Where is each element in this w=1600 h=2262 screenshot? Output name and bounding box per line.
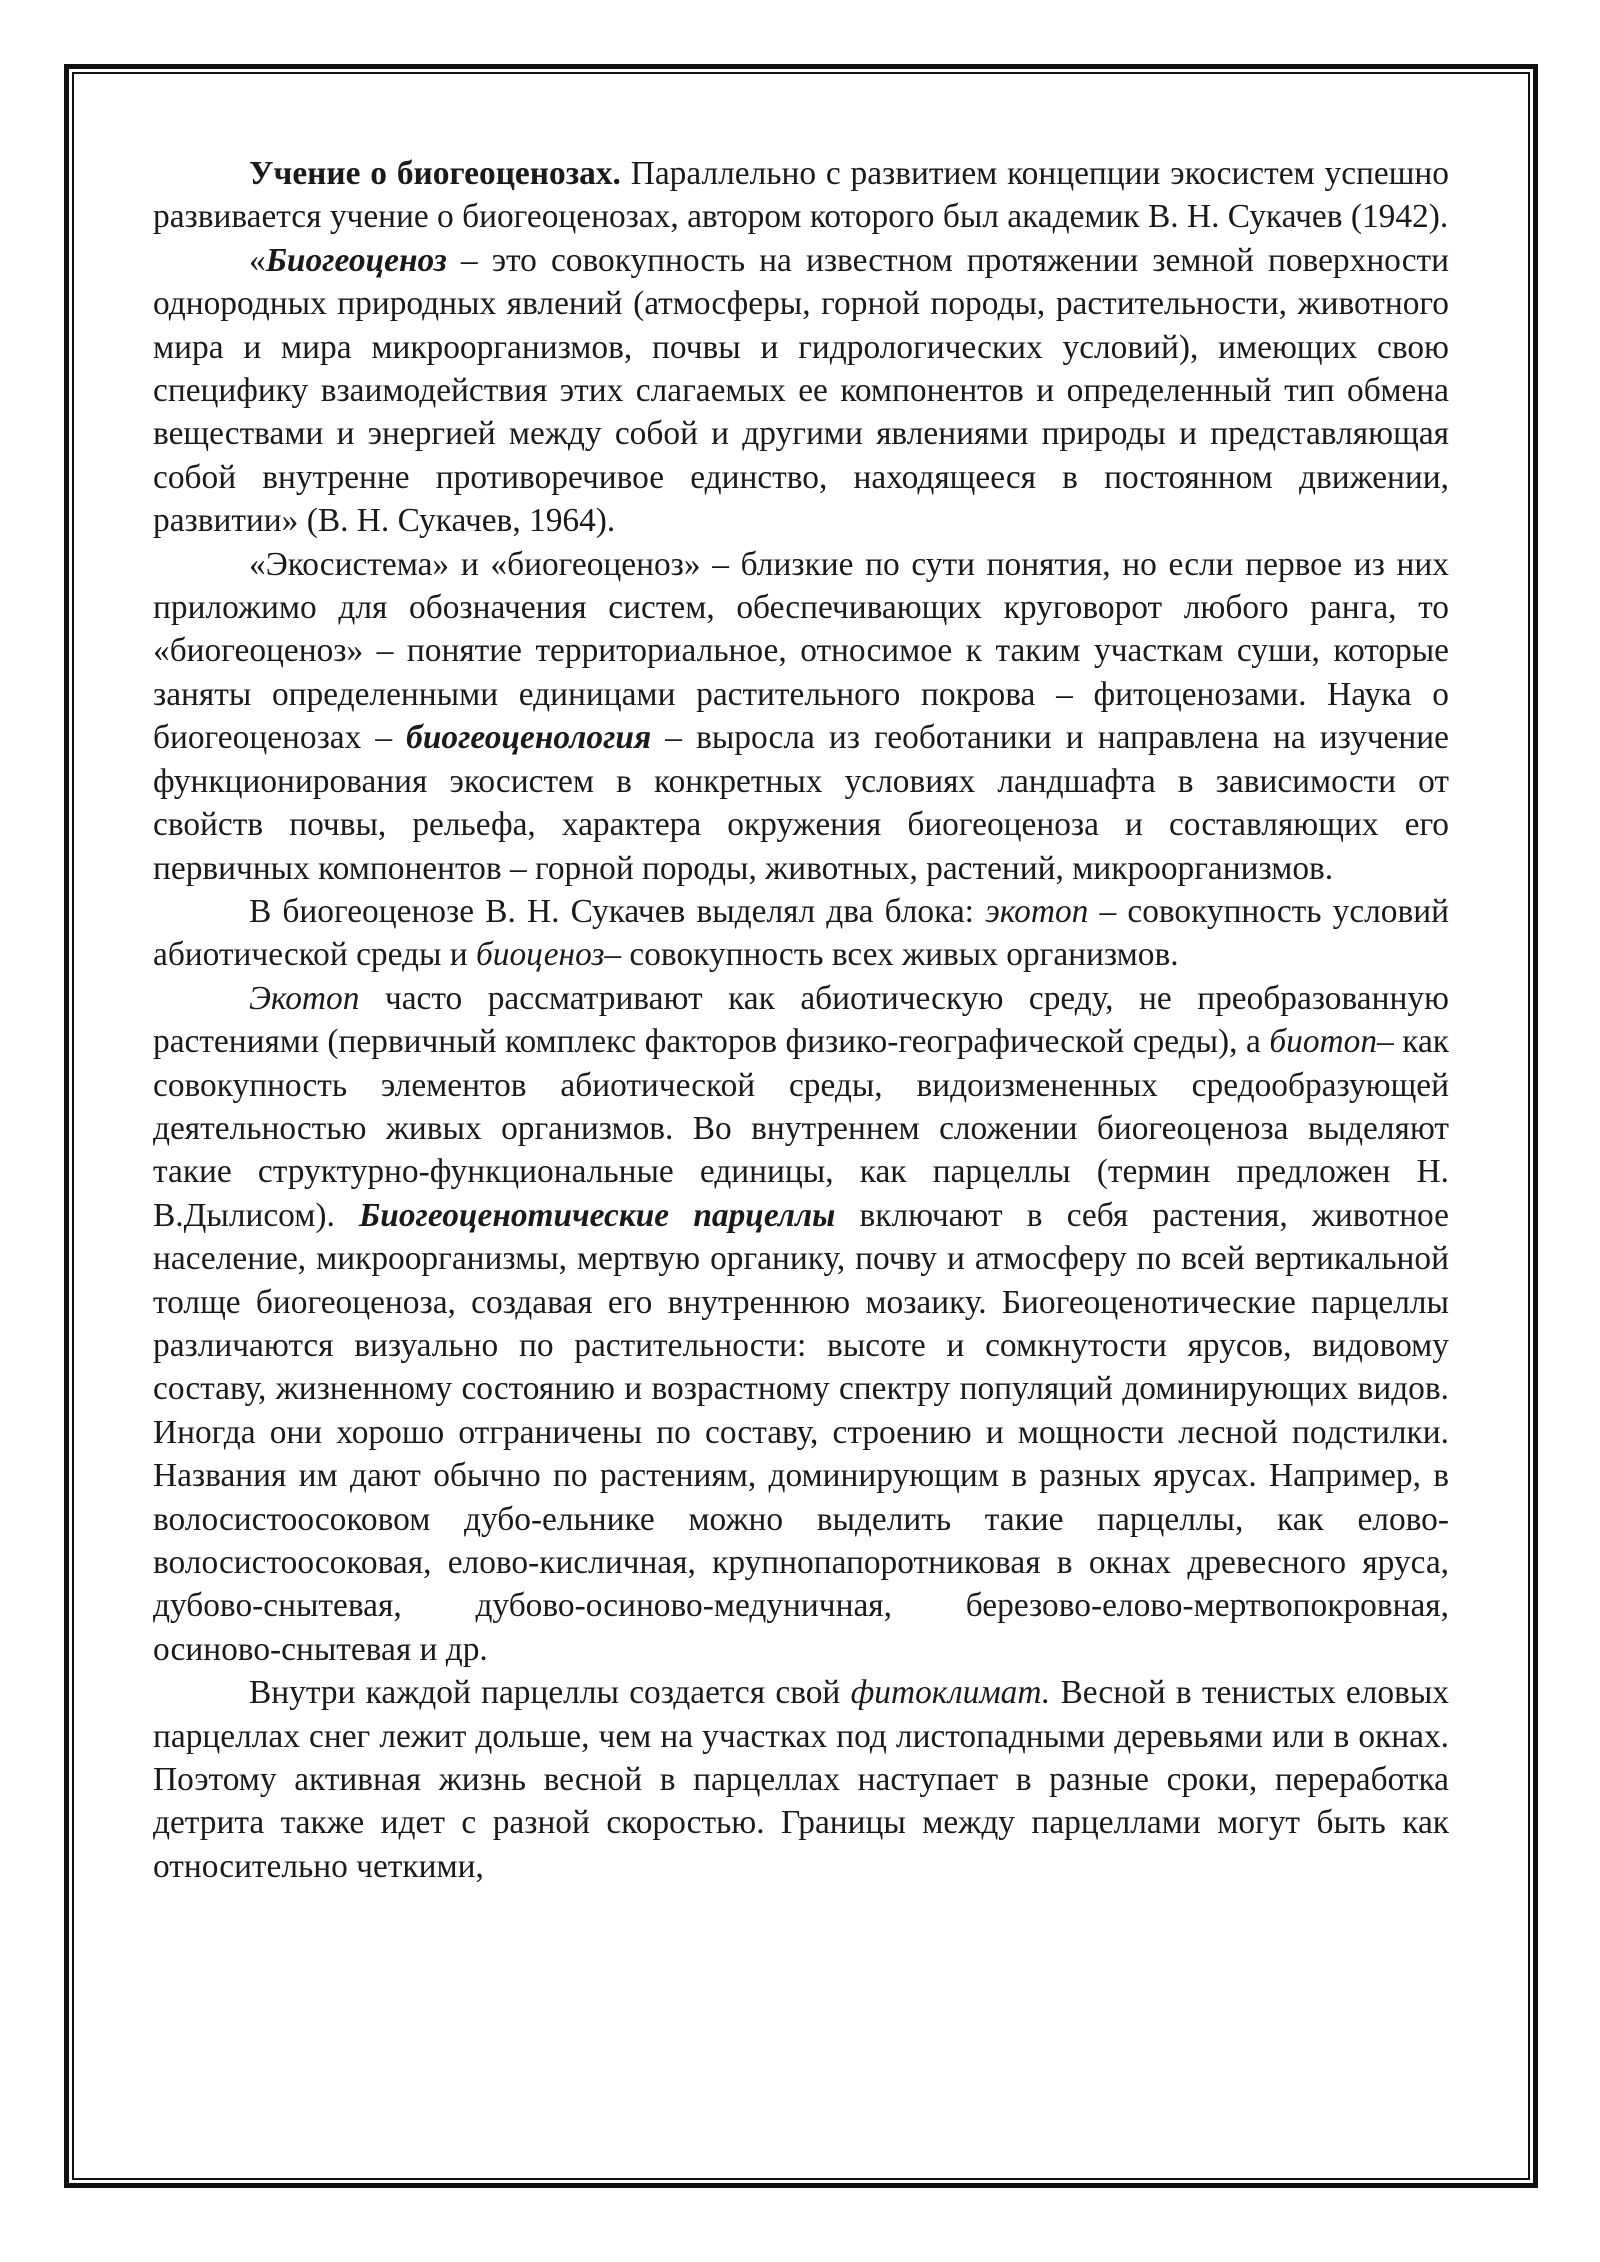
section-heading: Учение о биогеоценозах. bbox=[249, 155, 621, 192]
paragraph-4 bbox=[153, 890, 1449, 977]
text-run: – это совокупность на известном протяжении земной поверхности однородных природных явлений (атмосферы, горной породы, растительности, животного мира и мира микроорганизмов, почвы и гидрологических условий), имеющих свою специфику взаимодействия этих слагаемых ее компонентов и определенный тип обмена веществами и энергией между собой и другими явлениями природы и представляющая собой внутренне противоречивое единство, находящееся в постоянном движении, развитии» (В. Н. Сукачев, 1964). bbox=[153, 241, 1449, 540]
text-run: «Экосистема» и «биогеоценоз» – близкие по сути понятия, но если первое из них приложимо для обозначения систем, обеспечивающих круговорот любого ранга, то «биогеоценоз» – понятие территориальное, относимое к таким участкам суши, которые заняты определенными единицами растительного покрова – фитоценозами. Наука о биогеоценозах – bbox=[153, 545, 1449, 757]
term-biogeocenosis: Биогеоценоз bbox=[265, 241, 447, 279]
term-ecotope: экотоп bbox=[985, 892, 1089, 930]
text-run: – выросла из геоботаники и направлена на изучение функционирования экосистем в конкретных условиях ландшафта в зависимости от свойств почвы, рельефа, характера окружения биогеоценоза и составляющих его первичных компонентов – горной породы, животных, растений, микроорганизмов. bbox=[153, 719, 1449, 887]
text-run: Внутри каждой парцеллы создается свой bbox=[249, 1674, 851, 1712]
text-run: Параллельно с развитием концепции экосистем успешно развивается учение о биогеоценозах, автором которого был академик В. Н. Сукачев (1942). bbox=[153, 155, 1449, 236]
document-body bbox=[153, 152, 1449, 1888]
paragraph-1 bbox=[153, 152, 1449, 239]
term-phytoclimate: фитоклимат. bbox=[850, 1674, 1051, 1712]
text-run: включают в себя растения, животное население, микроорганизмы, мертвую органику, почву и атмосферу по всей вертикальной толще биогеоценоза, создавая его внутреннюю мозаику. Биогеоценотические парцеллы различаются визуально по растительности: высоте и сомкнутости ярусов, видовому составу, жизненному состоянию и возрастному спектру популяций доминирующих видов. Иногда они хорошо отграничены по составу, строению и мощности лесной подстилки. Названия им дают обычно по растениям, доминирующим в разных ярусах. Например, в волосистоосоковом дубо-ельнике можно выделить такие парцеллы, как елово-волосистоосоковая, елово-кисличная, крупнопапоротниковая в окнах древесного яруса, дубово-снытевая, дубово-осиново-медуничная, березово-елово-мертвопокровная, осиново-снытевая и др. bbox=[153, 1196, 1449, 1668]
term-biocenosis: биоценоз bbox=[475, 936, 605, 974]
text-run: – совокупность всех живых организмов. bbox=[604, 936, 1179, 974]
term-biogeocenology: биогеоценология bbox=[406, 719, 652, 757]
text-run: часто рассматривают как абиотическую среду, не преобразованную растениями (первичный комплекс факторов физико-географической среды), а bbox=[153, 979, 1449, 1061]
term-biogeocenotic-parcels: Биогеоценотические парцеллы bbox=[359, 1196, 836, 1234]
text-run: « bbox=[249, 241, 266, 279]
paragraph-2 bbox=[153, 239, 1449, 543]
paragraph-6 bbox=[153, 1671, 1449, 1888]
paragraph-5 bbox=[153, 977, 1449, 1672]
text-run: Весной в тенистых еловых парцеллах снег лежит дольше, чем на участках под листопадными деревьями или в окнах. Поэтому активная жизнь весной в парцеллах наступает в разные сроки, переработка детрита также идет с разной скоростью. Границы между парцеллами могут быть как относительно четкими, bbox=[153, 1674, 1450, 1885]
text-run: В биогеоценозе В. Н. Сукачев выделял два блока: bbox=[249, 892, 986, 930]
term-ecotope: Экотоп bbox=[249, 979, 360, 1017]
text-run: – как совокупность элементов абиотической среды, видоизмененных средообразующей деятельностью живых организмов. Во внутреннем сложении биогеоценоза выделяют такие структурно-функциональные единицы, как парцеллы (термин предложен Н. В.Дылисом). bbox=[153, 1023, 1449, 1234]
term-biotope: биотоп bbox=[1269, 1023, 1378, 1061]
paragraph-3 bbox=[153, 543, 1449, 890]
text-run: – совокупность условий абиотической среды и bbox=[153, 892, 1450, 974]
